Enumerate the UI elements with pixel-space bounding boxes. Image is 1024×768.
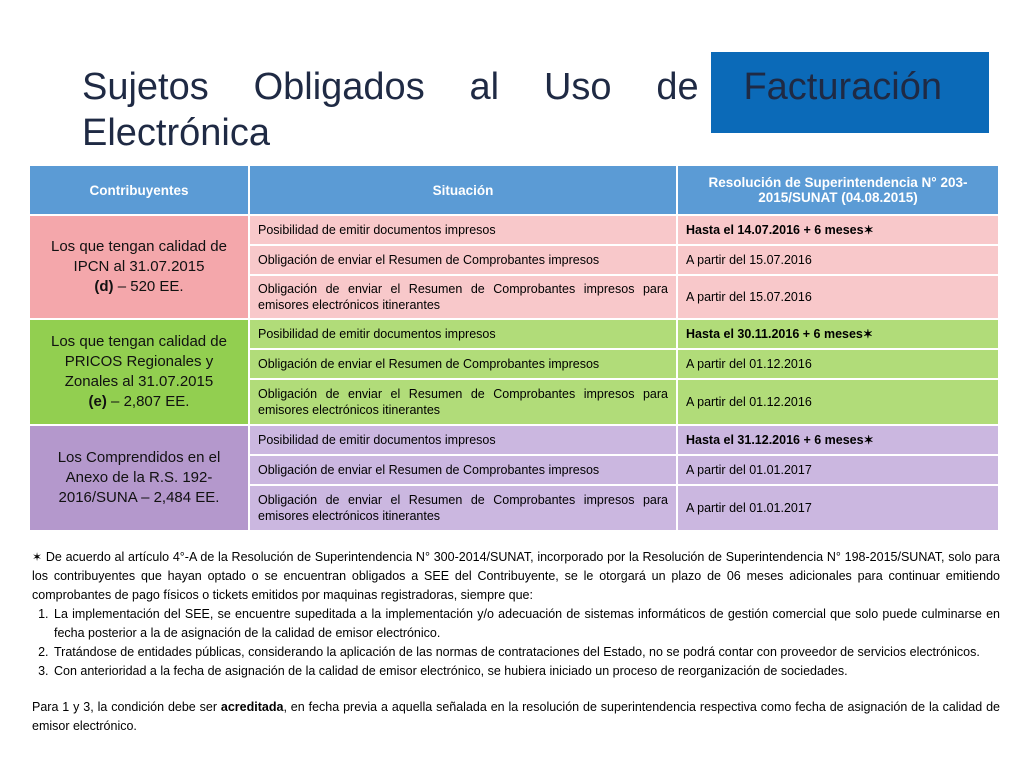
situacion-cell: Posibilidad de emitir documentos impresos [249, 425, 677, 455]
conditions-list [32, 605, 1000, 681]
situacion-cell: Obligación de enviar el Resumen de Comprobantes impresos [249, 349, 677, 379]
group-label: Los que tengan calidad de IPCN al 31.07.2015 [51, 238, 227, 275]
star-icon: ✶ [863, 223, 874, 237]
situacion-cell: Obligación de enviar el Resumen de Comprobantes impresos [249, 245, 677, 275]
group-tag: (e) [88, 393, 107, 410]
resolucion-cell: Hasta el 14.07.2016 + 6 meses✶ [677, 215, 999, 245]
group-ipcn [29, 215, 249, 319]
resolucion-cell: A partir del 01.01.2017 [677, 455, 999, 485]
list-item: 2. Tratándose de entidades públicas, considerando la aplicación de las normas de contrataciones del Estado, no se podrá contar con proveedor de servicios electrónicos. [52, 643, 1000, 662]
group-label: Los que tengan calidad de PRICOS Regionales y Zonales al 31.07.2015 [51, 333, 227, 390]
group-count: – 2,807 EE. [106, 393, 190, 410]
group-pricos [29, 319, 249, 425]
situacion-cell: Obligación de enviar el Resumen de Comprobantes impresos [249, 455, 677, 485]
group-tag: (d) [94, 278, 114, 295]
page-title: Sujetos Obligados al Uso de Facturación Electrónica [82, 66, 942, 154]
situacion-cell: Posibilidad de emitir documentos impresos [249, 319, 677, 349]
obligations-table [28, 164, 1000, 532]
situacion-cell: Posibilidad de emitir documentos impresos [249, 215, 677, 245]
group-count: – 520 EE. [113, 278, 184, 295]
column-header-contribuyentes: Contribuyentes [29, 165, 249, 215]
resolucion-cell: A partir del 15.07.2016 [677, 275, 999, 319]
table-row [29, 215, 999, 245]
table-row [29, 319, 999, 349]
situacion-cell: Obligación de enviar el Resumen de Comprobantes impresos para emisores electrónicos itinerantes [249, 379, 677, 425]
group-anexo [29, 425, 249, 531]
table-row [29, 425, 999, 455]
resolucion-cell: A partir del 15.07.2016 [677, 245, 999, 275]
column-header-situacion: Situación [249, 165, 677, 215]
list-item: 3. Con anterioridad a la fecha de asignación de la calidad de emisor electrónico, se hubiera iniciado un proceso de reorganización de sociedades. [52, 662, 1000, 681]
list-item: 1. La implementación del SEE, se encuentre supeditada a la implementación y/o adecuación de sistemas informáticos de gestión comercial que solo puede culminarse en fecha posterior a la de asignación de la calidad de emisor electrónico. [52, 605, 1000, 643]
situacion-cell: Obligación de enviar el Resumen de Comprobantes impresos para emisores electrónicos itinerantes [249, 485, 677, 531]
star-icon: ✶ [862, 327, 873, 341]
column-header-resolucion: Resolución de Superintendencia N° 203-2015/SUNAT (04.08.2015) [677, 165, 999, 215]
footnote-final: Para 1 y 3, la condición debe ser acreditada, en fecha previa a aquella señalada en la resolución de superintendencia respectiva como fecha de asignación de la calidad de emisor electrónico. [32, 700, 1000, 733]
resolucion-cell: Hasta el 31.12.2016 + 6 meses✶ [677, 425, 999, 455]
footnote-intro: ✶ De acuerdo al artículo 4°-A de la Resolución de Superintendencia N° 300-2014/SUNAT, incorporado por la Resolución de Superintendencia N° 198-2015/SUNAT, solo para los contribuyentes que hayan optado o se encuentran obligados a SEE del Contribuyente, se le otorgará un plazo de 06 meses adicionales para continuar emitiendo comprobantes de pago físicos o tickets emitidos por maquinas registradoras, siempre que: [32, 550, 1000, 602]
situacion-cell: Obligación de enviar el Resumen de Comprobantes impresos para emisores electrónicos itinerantes [249, 275, 677, 319]
resolucion-cell: A partir del 01.12.2016 [677, 379, 999, 425]
resolucion-cell: A partir del 01.12.2016 [677, 349, 999, 379]
resolucion-cell: Hasta el 30.11.2016 + 6 meses✶ [677, 319, 999, 349]
resolucion-cell: A partir del 01.01.2017 [677, 485, 999, 531]
table-header-row [29, 165, 999, 215]
star-icon: ✶ [863, 433, 874, 447]
star-icon: ✶ [32, 550, 43, 564]
group-label: Los Comprendidos en el Anexo de la R.S. 192-2016/SUNA – 2,484 EE. [57, 449, 221, 506]
footnotes [32, 548, 1000, 736]
